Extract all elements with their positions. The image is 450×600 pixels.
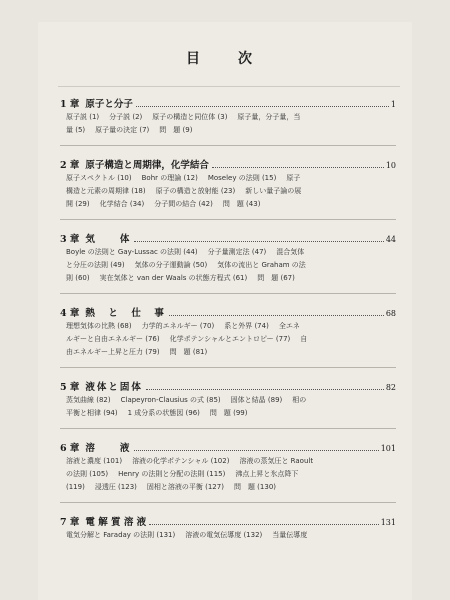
chapter-number: 2 章 — [60, 160, 80, 171]
section-line — [60, 407, 396, 420]
dot-leader — [149, 523, 379, 525]
chapter-title: 気 体 — [85, 234, 132, 245]
dot-leader — [136, 105, 389, 107]
chapter-page-number: 10 — [385, 161, 396, 170]
dot-leader — [134, 449, 378, 451]
chapter-number: 7 章 — [60, 517, 80, 528]
section-item: 溶液の化学ポテンシャル (102) — [132, 457, 230, 465]
section-item: 新しい量子論の展 — [245, 187, 302, 195]
section-line — [60, 272, 396, 285]
section-item: 当量伝導度 — [272, 531, 308, 539]
section-item: 溶液の蒸気圧と Raoult — [239, 457, 314, 465]
page-title: 目 次 — [186, 51, 264, 67]
section-item: Boyle の法則と Gay-Lussac の法則 (44) — [66, 248, 198, 256]
section-item: 問 題 (99) — [209, 409, 248, 417]
chapter-divider — [60, 293, 396, 294]
chapter-heading — [60, 305, 396, 320]
chapter-page-number: 82 — [385, 383, 396, 392]
section-item: 原子スペクトル (10) — [66, 174, 132, 182]
chapter-entry — [60, 440, 396, 494]
section-item: の法則 (105) — [66, 470, 109, 478]
section-item: 気体の流出と Graham の法 — [217, 261, 306, 269]
section-line — [60, 529, 396, 542]
section-item: 由エネルギー上昇と圧力 (79) — [66, 348, 160, 356]
section-item: 理想気体の比熱 (68) — [66, 322, 132, 330]
chapter-entry — [60, 231, 396, 285]
chapter-divider — [60, 428, 396, 429]
section-item: 化学結合 (34) — [99, 200, 145, 208]
section-item: 原子の構造と同位体 (3) — [152, 113, 228, 121]
section-item: 原子 — [286, 174, 301, 182]
chapter-divider — [60, 219, 396, 220]
section-item: 問 題 (81) — [169, 348, 208, 356]
chapter-number: 4 章 — [60, 308, 80, 319]
dot-leader — [212, 166, 384, 168]
section-item: Henry の法則と分配の法則 (115) — [118, 470, 226, 478]
section-item: 力学的エネルギー (70) — [141, 322, 215, 330]
chapter-number: 5 章 — [60, 382, 80, 393]
chapter-page-number: 131 — [380, 518, 396, 527]
section-line — [60, 346, 396, 359]
chapter-number: 6 章 — [60, 443, 80, 454]
section-item: 浸透圧 (123) — [94, 483, 137, 491]
dot-leader — [146, 388, 384, 390]
section-item: 全エネ — [278, 322, 300, 330]
section-item: 混合気体 — [276, 248, 305, 256]
chapter-heading — [60, 514, 396, 529]
dot-leader — [134, 240, 383, 242]
chapter-heading — [60, 379, 396, 394]
chapter-heading — [60, 157, 396, 172]
section-item: 開 (29) — [66, 200, 90, 208]
chapter-divider — [60, 502, 396, 503]
faint-divider — [58, 86, 400, 87]
section-item: 相の — [292, 396, 307, 404]
section-line — [60, 124, 396, 137]
section-item: 実在気体と van der Waals の状態方程式 (61) — [99, 274, 248, 282]
section-item: 分子説 (2) — [109, 113, 143, 121]
section-item: 問 題 (130) — [233, 483, 277, 491]
section-item: 系と外界 (74) — [224, 322, 269, 330]
section-item: 問 題 (9) — [159, 126, 193, 134]
section-item: 気体の分子運動論 (50) — [134, 261, 208, 269]
section-line — [60, 455, 396, 468]
section-item: 構造と元素の周期律 (18) — [66, 187, 146, 195]
section-item: 原子量の決定 (7) — [95, 126, 150, 134]
chapter-page-number: 68 — [385, 309, 396, 318]
table-of-contents — [60, 96, 396, 542]
section-item: Clapeyron-Clausius の式 (85) — [120, 396, 221, 404]
section-item: Moseley の法則 (15) — [207, 174, 277, 182]
section-item: 則 (60) — [66, 274, 90, 282]
chapter-page-number: 44 — [385, 235, 396, 244]
section-item: 沸点上昇と氷点降下 — [235, 470, 299, 478]
section-line — [60, 246, 396, 259]
chapter-entry — [60, 96, 396, 137]
section-item: ルギーと自由エネルギー (76) — [66, 335, 160, 343]
chapter-title: 原子構造と周期律，化学結合 — [85, 160, 209, 171]
section-item: 化学ポテンシャルとエントロピー (77) — [169, 335, 291, 343]
chapter-title: 熱 と 仕 事 — [85, 308, 166, 319]
section-item: 溶液の電気伝導度 (132) — [185, 531, 263, 539]
chapter-title: 原子と分子 — [85, 99, 133, 110]
section-item: 蒸気曲線 (82) — [66, 396, 111, 404]
section-item: 量 (5) — [66, 126, 86, 134]
chapter-page-number: 101 — [380, 444, 396, 453]
chapter-title: 液体と固体 — [85, 382, 143, 393]
section-line — [60, 320, 396, 333]
section-line — [60, 111, 396, 124]
dot-leader — [169, 314, 384, 316]
chapter-entry — [60, 379, 396, 420]
section-item: Bohr の理論 (12) — [141, 174, 198, 182]
chapter-number: 1 章 — [60, 99, 80, 110]
section-line — [60, 172, 396, 185]
chapter-entry — [60, 305, 396, 359]
section-line — [60, 333, 396, 346]
section-item: と分圧の法則 (49) — [66, 261, 125, 269]
section-line — [60, 468, 396, 481]
section-item: 電気分解と Faraday の法則 (131) — [66, 531, 176, 539]
section-item: 分子間の結合 (42) — [154, 200, 213, 208]
section-item: 問 題 (43) — [222, 200, 261, 208]
chapter-page-number: 1 — [390, 100, 396, 109]
section-item: 原子説 (1) — [66, 113, 100, 121]
section-item: 溶液と濃度 (101) — [66, 457, 123, 465]
section-item: 問 題 (67) — [257, 274, 295, 282]
chapter-title: 溶 液 — [85, 443, 132, 454]
section-item: 1 成分系の状態図 (96) — [127, 409, 200, 417]
chapter-title: 電 解 質 溶 液 — [85, 517, 147, 528]
section-line — [60, 259, 396, 272]
chapter-heading — [60, 440, 396, 455]
chapter-divider — [60, 145, 396, 146]
chapter-divider — [60, 367, 396, 368]
section-item: 固相と溶液の平衡 (127) — [146, 483, 224, 491]
section-item: 固体と結晶 (89) — [230, 396, 283, 404]
section-item: 自 — [300, 335, 308, 343]
chapter-entry — [60, 514, 396, 542]
section-line — [60, 481, 396, 494]
chapter-entry — [60, 157, 396, 211]
section-item: 分子量測定法 (47) — [207, 248, 267, 256]
section-line — [60, 185, 396, 198]
section-line — [60, 394, 396, 407]
chapter-heading — [60, 231, 396, 246]
section-item: 平衡と相律 (94) — [66, 409, 118, 417]
section-line — [60, 198, 396, 211]
section-item: (119) — [66, 483, 85, 491]
chapter-heading — [60, 96, 396, 111]
chapter-number: 3 章 — [60, 234, 80, 245]
section-item: 原子量，分子量，当 — [237, 113, 301, 121]
section-item: 原子の構造と放射能 (23) — [155, 187, 236, 195]
